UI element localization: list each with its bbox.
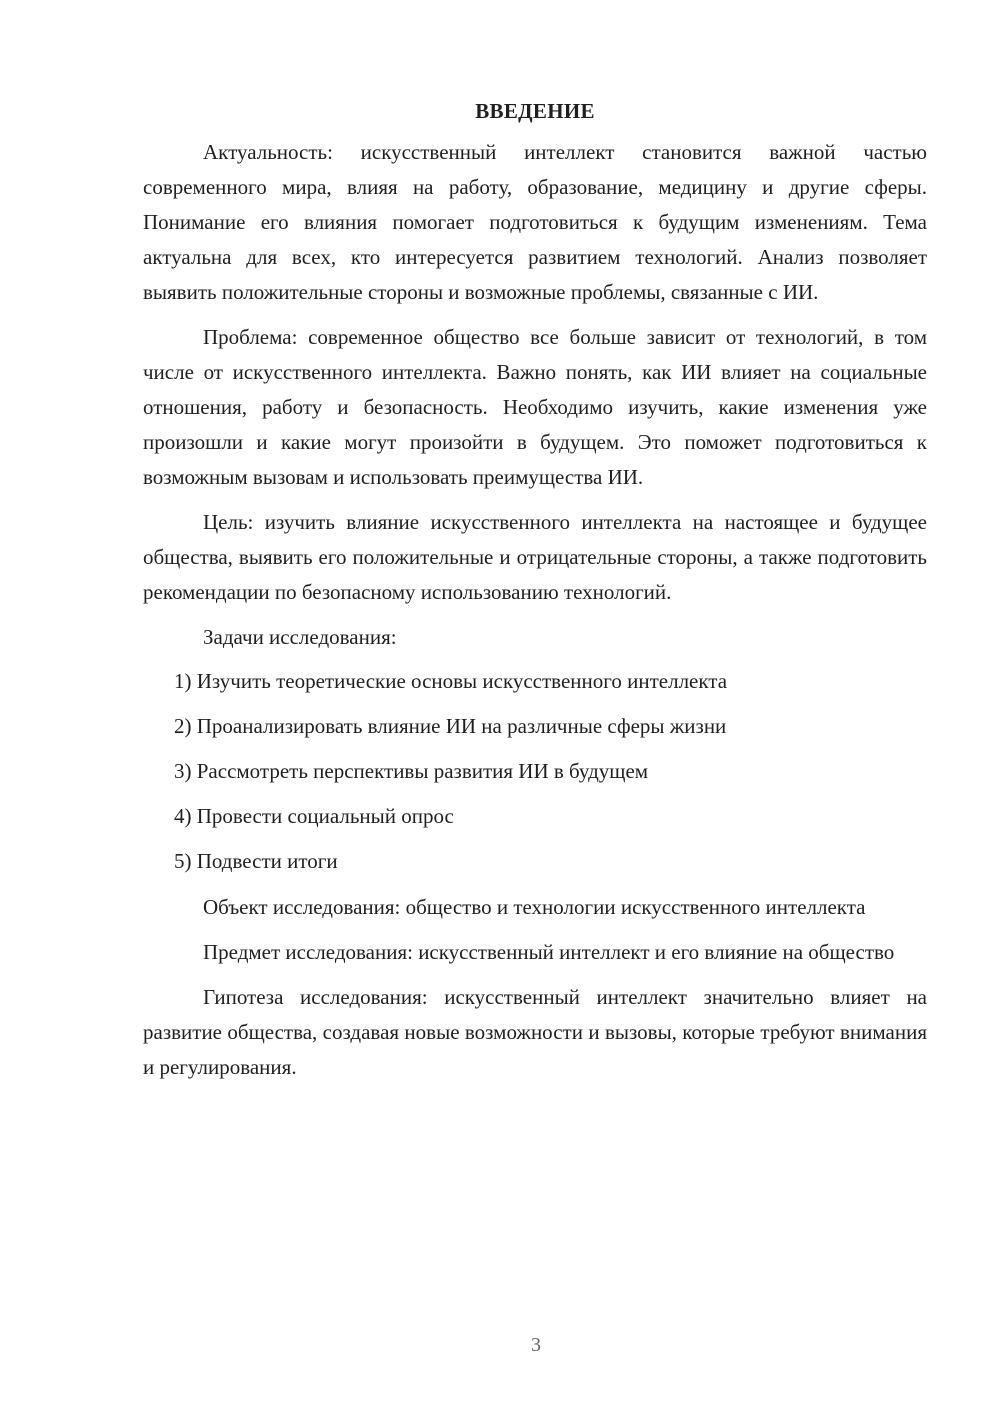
problem-paragraph: Проблема: современное общество все больше зависит от технологий, в том числе от искусственного интеллекта. Важно понять, как ИИ влияет на социальные отношения, работу и безопасность. Необходимо изучить, какие изменения уже произошли и какие могут произойти в будущем. Это поможет подготовиться к возможным вызовам и использовать преимущества ИИ.: [143, 325, 927, 489]
research-subject-paragraph: Предмет исследования: искусственный интеллект и его влияние на общество: [203, 940, 895, 964]
task-item-5: 5) Подвести итоги: [174, 849, 338, 873]
page-number: 3: [531, 1334, 541, 1356]
goal-paragraph: Цель: изучить влияние искусственного интеллекта на настоящее и будущее общества, выявить его положительные и отрицательные стороны, а также подготовить рекомендации по безопасному использованию технологий.: [143, 510, 927, 604]
tasks-list: [143, 664, 927, 879]
task-item-4: 4) Провести социальный опрос: [174, 804, 454, 828]
research-object-paragraph: Объект исследования: общество и технологии искусственного интеллекта: [203, 895, 866, 919]
task-item-3: 3) Рассмотреть перспективы развития ИИ в будущем: [174, 759, 649, 783]
page-title: ВВЕДЕНИЕ: [475, 99, 595, 123]
relevance-paragraph: Актуальность: искусственный интеллект становится важной частью современного мира, влияя на работу, образование, медицину и другие сферы. Понимание его влияния помогает подготовиться к будущим изменениям. Тема актуальна для всех, кто интересуется развитием технологий. Анализ позволяет выявить положительные стороны и возможные проблемы, связанные с ИИ.: [143, 140, 927, 304]
page-content: [143, 96, 927, 1095]
task-item-2: 2) Проанализировать влияние ИИ на различные сферы жизни: [174, 714, 727, 738]
research-hypothesis-paragraph: Гипотеза исследования: искусственный интеллект значительно влияет на развитие общества, создавая новые возможности и вызовы, которые требуют внимания и регулирования.: [143, 985, 927, 1079]
task-item-1: 1) Изучить теоретические основы искусственного интеллекта: [174, 669, 728, 693]
tasks-heading: Задачи исследования:: [203, 625, 397, 649]
